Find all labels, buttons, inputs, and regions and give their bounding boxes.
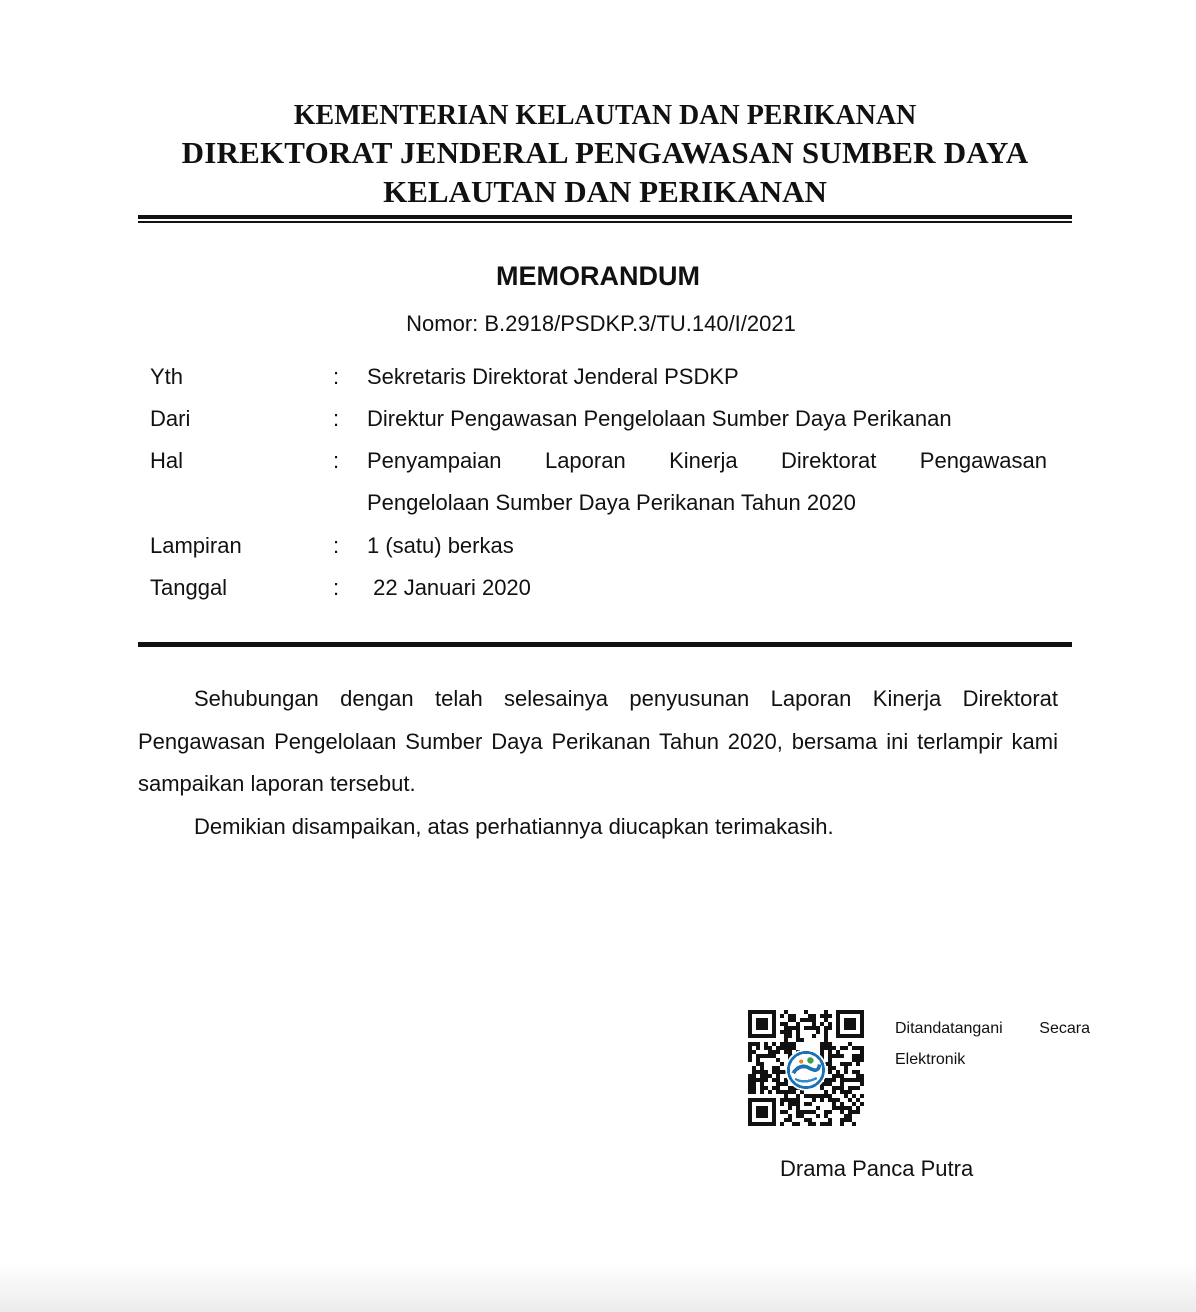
field-value-hal-line1: Penyampaian Laporan Kinerja Direktorat Pengawasan [367, 448, 1047, 473]
field-label-hal: Hal [150, 448, 184, 473]
memo-title: MEMORANDUM [496, 261, 700, 291]
body-paragraph-2: Demikian disampaikan, atas perhatiannya diucapkan terimakasih. [194, 814, 834, 839]
letterhead-ministry: KEMENTERIAN KELAUTAN DAN PERIKANAN [293, 100, 917, 131]
field-value-hal-line2: Pengelolaan Sumber Daya Perikanan Tahun 2020 [367, 490, 856, 515]
field-value-yth: Sekretaris Direktorat Jenderal PSDKP [367, 364, 739, 389]
page-bottom-shadow [0, 1262, 1196, 1312]
field-colon: : [333, 533, 340, 558]
electronic-signature-note [895, 1013, 1090, 1075]
field-colon: : [333, 406, 340, 431]
letterhead-divider-thin [138, 221, 1072, 223]
memo-number: Nomor: B.2918/PSDKP.3/TU.140/I/2021 [406, 311, 796, 336]
field-label-lampiran: Lampiran [150, 533, 242, 558]
field-colon: : [333, 448, 340, 473]
field-label-yth: Yth [150, 364, 184, 389]
letterhead-divider-thick [138, 215, 1072, 219]
field-colon: : [333, 575, 340, 600]
body-paragraph-1: Sehubungan dengan telah selesainya penyusunan Laporan Kinerja Direktorat Pengawasan Pengelolaan Sumber Daya Perikanan Tahun 2020, bersama ini terlampir kami sampaikan laporan tersebut. [138, 686, 1058, 796]
field-value-dari: Direktur Pengawasan Pengelolaan Sumber Daya Perikanan [367, 406, 952, 431]
signer-name: Drama Panca Putra [780, 1156, 974, 1181]
field-value-lampiran: 1 (satu) berkas [367, 533, 514, 558]
letterhead-directorate: DIREKTORAT JENDERAL PENGAWASAN SUMBER DAYA [181, 135, 1029, 170]
qr-code-icon [748, 1010, 864, 1126]
field-label-tanggal: Tanggal [150, 575, 228, 600]
letterhead-directorate-cont: KELAUTAN DAN PERIKANAN [383, 174, 827, 209]
header-fields-divider [138, 642, 1072, 647]
signature-note-line1: Ditandatangani Secara [895, 1020, 1090, 1037]
signature-note-line2: Elektronik [895, 1051, 966, 1068]
field-label-dari: Dari [150, 406, 191, 431]
field-value-tanggal: 22 Januari 2020 [367, 575, 531, 600]
field-colon: : [333, 364, 340, 389]
